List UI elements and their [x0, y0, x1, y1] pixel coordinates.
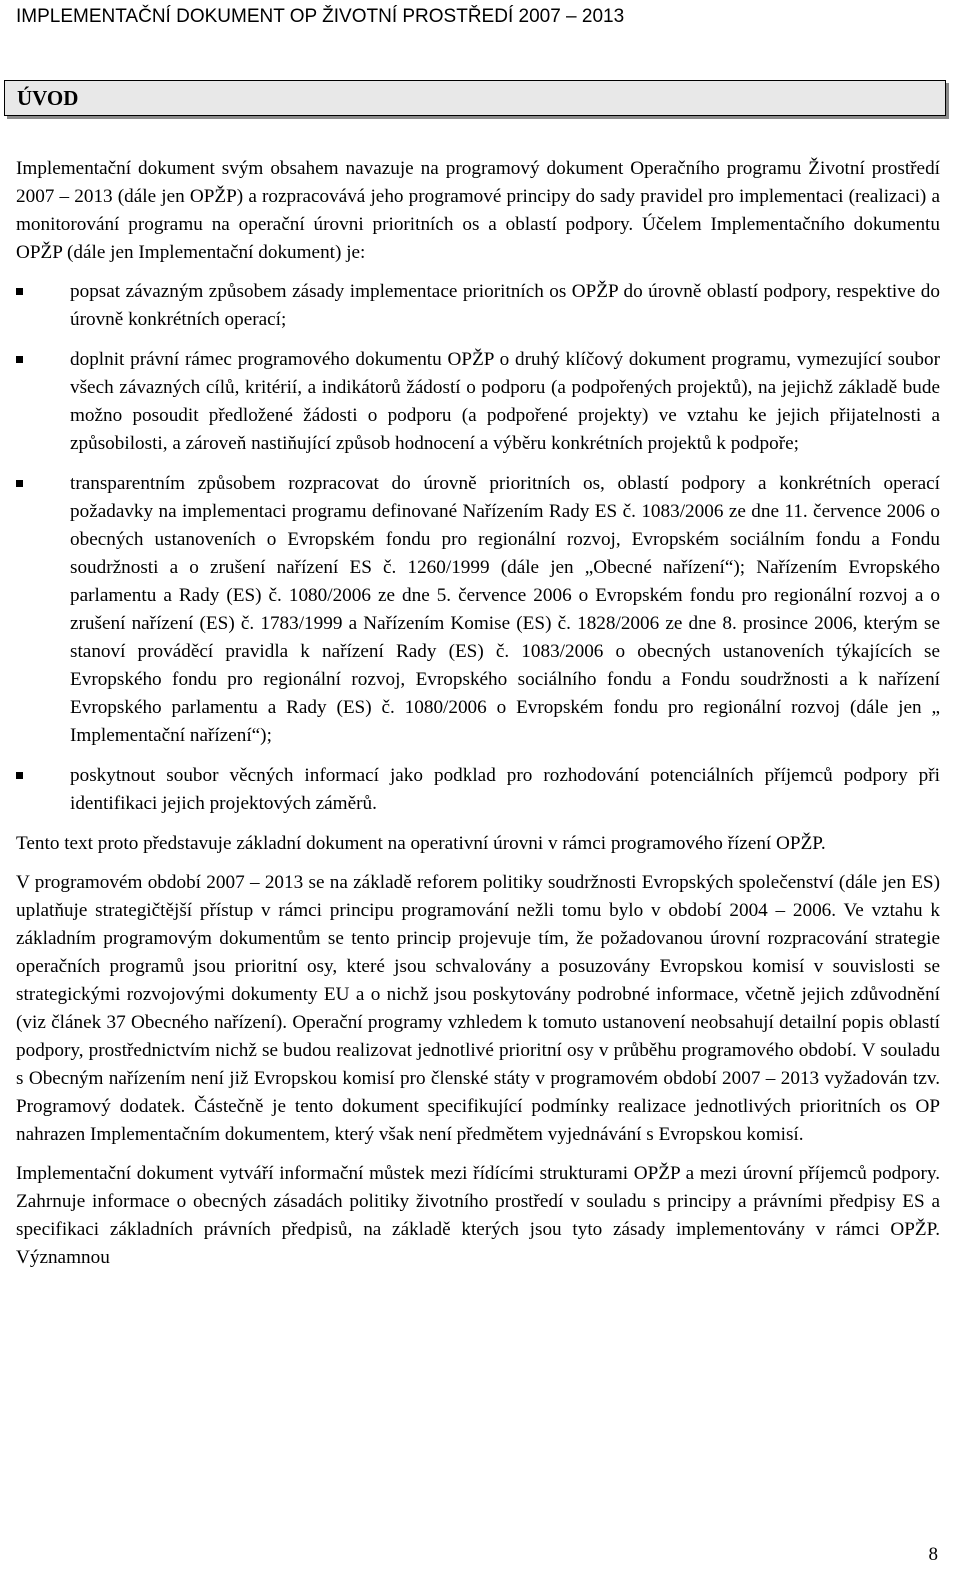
list-item-text: poskytnout soubor věcných informací jako podklad pro rozhodování potenciálních příjemců podpory při identifikaci jejich projektových záměrů.	[70, 765, 940, 814]
square-bullet-icon	[16, 356, 23, 363]
list-item	[16, 762, 940, 818]
section-title: ÚVOD	[17, 86, 79, 110]
list-item-text: transparentním způsobem rozpracovat do úrovně prioritních os, oblastí podpory a konkrétních operací požadavky na implementaci programu definované Nařízením Rady ES č. 1083/2006 ze dne 11. července 2006 o obecných ustanoveních o Evropském fondu pro regionální rozvoj, Evropském sociálním fondu a Fondu soudržnosti a o zrušení nařízení ES č. 1260/1999 (dále jen „Obecné nařízení“); Nařízením Evropského parlamentu a Rady (ES) č. 1080/2006 ze dne 5. července 2006 o Evropském fondu pro regionální rozvoj a o zrušení nařízení (ES) č. 1783/1999 a Nařízením Komise (ES) č. 1828/2006 ze dne 8. prosince 2006, kterým se stanoví prováděcí pravidla k nařízení Rady (ES) č. 1083/2006 o obecných ustanoveních týkajících se Evropského fondu pro regionální rozvoj, Evropského sociálního fondu a Fondu soudržnosti a k nařízení Evropského parlamentu a Rady (ES) č. 1080/2006 o Evropském fondu pro regionální rozvoj (dále jen „ Implementační nařízení“);	[70, 473, 940, 746]
running-header: IMPLEMENTAČNÍ DOKUMENT OP ŽIVOTNÍ PROSTŘEDÍ 2007 – 2013	[16, 6, 625, 27]
list-item-text: popsat závazným způsobem zásady implementace prioritních os OPŽP do úrovně oblastí podpory, respektive do úrovně konkrétních operací;	[70, 281, 940, 330]
list-item	[16, 278, 940, 334]
intro-paragraph: Implementační dokument svým obsahem navazuje na programový dokument Operačního programu Životní prostředí 2007 – 2013 (dále jen OPŽP) a rozpracovává jeho programové principy do sady pravidel pro implementaci (realizaci) a monitorování programu na operační úrovni prioritních os a oblastí podpory. Účelem Implementačního dokumentu OPŽP (dále jen Implementační dokument) je:	[16, 158, 940, 263]
paragraph: Implementační dokument vytváří informační můstek mezi řídícími strukturami OPŽP a mezi úrovní příjemců podpory. Zahrnuje informace o obecných zásadách politiky životního prostředí v souladu s principy a právními předpisy ES a specifikaci základních právních předpisů, na základě kterých jsou tyto zásady implementovány v rámci OPŽP. Významnou	[16, 1163, 940, 1268]
paragraph: Tento text proto představuje základní dokument na operativní úrovni v rámci programového řízení OPŽP.	[16, 833, 826, 854]
square-bullet-icon	[16, 480, 23, 487]
square-bullet-icon	[16, 288, 23, 295]
list-item	[16, 346, 940, 458]
list-item	[16, 470, 940, 750]
section-heading-box	[4, 80, 946, 116]
document-body	[16, 155, 940, 1283]
list-item-text: doplnit právní rámec programového dokumentu OPŽP o druhý klíčový dokument programu, vymezující soubor všech závazných cílů, kritérií, a indikátorů žádostí o podporu (a podpořených projektů), na jejichž základě bude možno posoudit předložené žádosti o podporu (a podpořené projekty) ve vztahu ke jejich přijatelnosti a způsobilosti, a zároveň nastiňující způsob hodnocení a výběru konkrétních projektů k podpoře;	[70, 349, 940, 454]
page-number: 8	[928, 1544, 938, 1565]
paragraph: V programovém období 2007 – 2013 se na základě reforem politiky soudržnosti Evropských společenství (dále jen ES) uplatňuje strategičtější přístup v rámci principu programování nežli tomu bylo v období 2004 – 2006. Ve vztahu k základním programovým dokumentům se tento princip projevuje tím, že požadovanou úrovní rozpracování strategie operačních programů jsou prioritní osy, které jsou schvalovány a posuzovány Evropskou komisí v souvislosti se strategickými rozvojovými dokumenty EU a o nichž jsou poskytovány podrobné informace, včetně jejich zdůvodnění (viz článek 37 Obecného nařízení). Operační programy vzhledem k tomuto ustanovení neobsahují detailní popis oblastí podpory, prostřednictvím nichž se budou realizovat jednotlivé prioritní osy v průběhu programového období. V souladu s Obecným nařízením není již Evropskou komisí pro členské státy v programovém období 2007 – 2013 vyžadován tzv. Programový dodatek. Částečně je tento dokument specifikující podmínky realizace jednotlivých prioritních os OP nahrazen Implementačním dokumentem, který však není předmětem vyjednávání s Evropskou komisí.	[16, 872, 940, 1145]
objectives-list	[16, 278, 940, 818]
square-bullet-icon	[16, 772, 23, 779]
